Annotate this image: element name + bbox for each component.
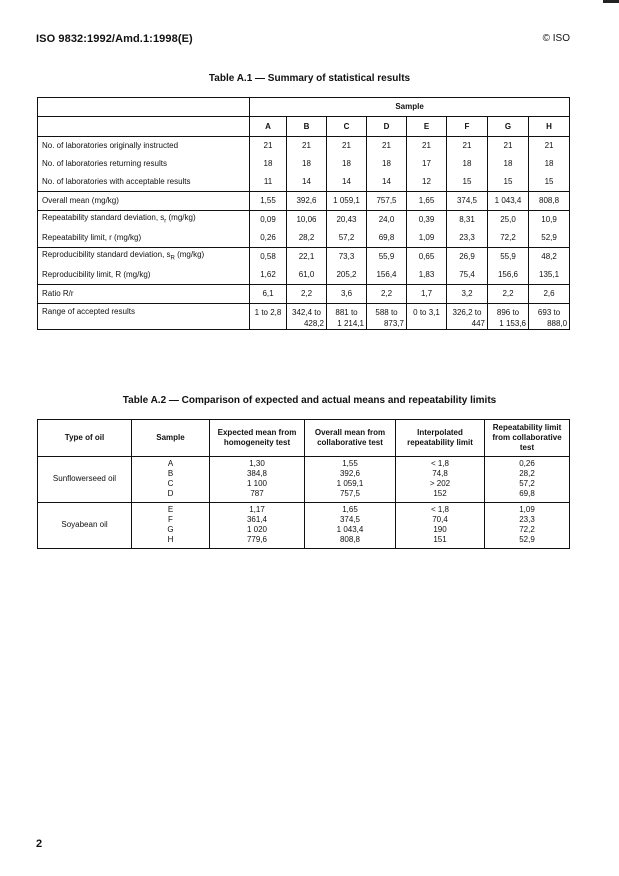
table-cell: 72,2: [488, 229, 529, 248]
column-header: A: [250, 117, 287, 137]
oil-group-row: [38, 503, 570, 549]
cell-value: 1 020: [246, 525, 268, 534]
statistical-results-table: [37, 97, 570, 330]
table-cell: 881 to 1 214,1: [327, 304, 367, 330]
row-label: Ratio R/r: [38, 285, 250, 304]
table-header-blank: [38, 98, 250, 117]
table-cell: 135,1: [529, 266, 570, 285]
cell-value: 0,26: [519, 459, 535, 468]
cell-value: B: [167, 469, 174, 478]
table-cell: 21: [407, 137, 447, 156]
table-cell: 392,6: [287, 192, 327, 211]
table-cell: 374,5: [447, 192, 488, 211]
table-cell: 1,09: [407, 229, 447, 248]
table-cell: 1,65: [407, 192, 447, 211]
cell-value: > 202: [429, 479, 451, 488]
table-cell: 0,65: [407, 248, 447, 267]
cell-value: 392,6: [339, 469, 361, 478]
table-a1-caption: Table A.1 — Summary of statistical results: [208, 73, 411, 84]
table-cell: 0,39: [407, 211, 447, 230]
table-cell: 896 to 1 153,6: [488, 304, 529, 330]
table-cell: 21: [250, 137, 287, 156]
table-cell: 0,26: [250, 229, 287, 248]
expected-cell: [210, 503, 305, 549]
table-cell: 15: [488, 173, 529, 192]
table-cell: 10,06: [287, 211, 327, 230]
table-cell: 1,62: [250, 266, 287, 285]
cell-value: 57,2: [519, 479, 535, 488]
row-label: Reproducibility standard deviation, $s_R$ (mg/kg): [38, 248, 250, 267]
cell-value: 374,5: [339, 515, 361, 524]
table-cell: 21: [488, 137, 529, 156]
column-header: C: [327, 117, 367, 137]
table-cell: 1 to 2,8: [250, 304, 287, 330]
cell-value: 1 043,4: [336, 525, 364, 534]
column-header-expected-mean: Expected mean from homogeneity test: [210, 420, 305, 457]
row-label: No. of laboratories with acceptable results: [42, 177, 191, 186]
table-cell: 2,6: [529, 285, 570, 304]
cell-value: 1,55: [342, 459, 358, 468]
table-body: [38, 137, 570, 330]
table-cell: 14: [327, 173, 367, 192]
table-a2-caption: Table A.2 — Comparison of expected and actual means and repeatability limits: [122, 395, 497, 406]
table-cell: 14: [367, 173, 407, 192]
table-header-blank: [38, 117, 250, 137]
table-cell: 6,1: [250, 285, 287, 304]
cell-value: H: [167, 535, 174, 544]
table-cell: 25,0: [488, 211, 529, 230]
cell-value: < 1,8: [430, 459, 449, 468]
table-cell: 3,6: [327, 285, 367, 304]
table-cell: 52,9: [529, 229, 570, 248]
table-cell: 21: [327, 137, 367, 156]
table-cell: 18: [488, 155, 529, 173]
table-cell: 20,43: [327, 211, 367, 230]
table-cell: 21: [447, 137, 488, 156]
table-cell: 48,2: [529, 248, 570, 267]
table-cell: 156,6: [488, 266, 529, 285]
table-cell: 11: [250, 173, 287, 192]
cell-value: 152: [433, 489, 447, 498]
table-cell: 14: [287, 173, 327, 192]
samples-cell: [132, 457, 210, 503]
column-header: G: [488, 117, 529, 137]
table-cell: 55,9: [488, 248, 529, 267]
cell-value: < 1,8: [430, 505, 449, 514]
corner-mark: [603, 0, 619, 3]
table-cell: 1,7: [407, 285, 447, 304]
cell-value: E: [167, 505, 174, 514]
cell-value: 384,8: [246, 469, 268, 478]
copyright-notice: © ISO: [542, 33, 570, 44]
table-row: [38, 248, 570, 267]
column-header-oil-type: Type of oil: [38, 420, 132, 457]
table-cell: 15: [529, 173, 570, 192]
page-number: 2: [36, 838, 43, 850]
cell-value: 779,6: [246, 535, 268, 544]
column-header: B: [287, 117, 327, 137]
cell-value: 808,8: [339, 535, 361, 544]
column-header-interpolated-limit: Interpolated repeatability limit: [396, 420, 485, 457]
table-cell: 18: [250, 155, 287, 173]
column-header-sample: Sample: [132, 420, 210, 457]
row-label: Repeatability standard deviation, $s_r$ (mg/kg): [38, 211, 250, 230]
standard-reference: ISO 9832:1992/Amd.1:1998(E): [36, 33, 193, 45]
table-cell: 0,58: [250, 248, 287, 267]
table-row: [38, 137, 570, 156]
cell-value: 69,8: [519, 489, 535, 498]
table-cell: 2,2: [367, 285, 407, 304]
table-cell: 757,5: [367, 192, 407, 211]
cell-value: C: [167, 479, 174, 488]
table-cell: 326,2 to 447: [447, 304, 488, 330]
table-cell: 57,2: [327, 229, 367, 248]
cell-value: 787: [250, 489, 264, 498]
cell-value: D: [167, 489, 174, 498]
sample-group-header: Sample: [250, 98, 570, 117]
row-label: No. of laboratories returning results: [42, 159, 167, 168]
table-row-range: [38, 304, 570, 330]
table-cell: 156,4: [367, 266, 407, 285]
table-cell: 17: [407, 155, 447, 173]
column-header-overall-mean: Overall mean from collaborative test: [305, 420, 396, 457]
table-cell: 205,2: [327, 266, 367, 285]
oil-group-row: [38, 457, 570, 503]
table-cell: 12: [407, 173, 447, 192]
table-cell: 1,83: [407, 266, 447, 285]
cell-value: 74,8: [432, 469, 448, 478]
table-cell: 2,2: [287, 285, 327, 304]
table-cell: 18: [447, 155, 488, 173]
table-cell: 23,3: [447, 229, 488, 248]
table-cell: 18: [287, 155, 327, 173]
table-cell: 18: [529, 155, 570, 173]
table-cell: 24,0: [367, 211, 407, 230]
interpolated-cell: [396, 457, 485, 503]
row-label: Repeatability limit, r (mg/kg): [42, 233, 142, 242]
cell-value: 1,65: [342, 505, 358, 514]
table-cell: 21: [287, 137, 327, 156]
table-cell: 0 to 3,1: [407, 304, 447, 330]
collab-cell: [485, 457, 570, 503]
oil-type-cell: Soyabean oil: [38, 503, 132, 549]
table-cell: 73,3: [327, 248, 367, 267]
table-cell: 55,9: [367, 248, 407, 267]
cell-value: 52,9: [519, 535, 535, 544]
row-label: Overall mean (mg/kg): [38, 192, 250, 211]
table-cell: 21: [367, 137, 407, 156]
cell-value: 1 100: [246, 479, 268, 488]
row-label: No. of laboratories originally instructed: [38, 137, 250, 156]
cell-value: G: [167, 525, 174, 534]
cell-value: F: [168, 515, 173, 524]
table-cell: 342,4 to 428,2: [287, 304, 327, 330]
collab-cell: [485, 503, 570, 549]
table-cell: 1,55: [250, 192, 287, 211]
table-cell: 1 059,1: [327, 192, 367, 211]
table-cell: 75,4: [447, 266, 488, 285]
table-row: [38, 155, 570, 173]
cell-value: 1,30: [249, 459, 265, 468]
table-cell: 0,09: [250, 211, 287, 230]
table-cell: 693 to 888,0: [529, 304, 570, 330]
cell-value: 151: [433, 535, 447, 544]
table-cell: 588 to 873,7: [367, 304, 407, 330]
interpolated-cell: [396, 503, 485, 549]
cell-value: 23,3: [519, 515, 535, 524]
table-row: [38, 211, 570, 230]
table-cell: 26,9: [447, 248, 488, 267]
table-cell: 808,8: [529, 192, 570, 211]
overall-cell: [305, 457, 396, 503]
cell-value: 190: [433, 525, 447, 534]
cell-value: 757,5: [339, 489, 361, 498]
oil-type-cell: Sunflowerseed oil: [38, 457, 132, 503]
table-row: [38, 266, 570, 285]
table-row: [38, 173, 570, 192]
table-cell: 3,2: [447, 285, 488, 304]
cell-value: 28,2: [519, 469, 535, 478]
samples-cell: [132, 503, 210, 549]
column-header: D: [367, 117, 407, 137]
table-cell: 61,0: [287, 266, 327, 285]
table-row: [38, 285, 570, 304]
cell-value: 361,4: [246, 515, 268, 524]
table-cell: 22,1: [287, 248, 327, 267]
table-cell: 18: [367, 155, 407, 173]
table-cell: 10,9: [529, 211, 570, 230]
column-header: H: [529, 117, 570, 137]
cell-value: 1,09: [519, 505, 535, 514]
cell-value: A: [167, 459, 174, 468]
table-row: [38, 192, 570, 211]
table-cell: 21: [529, 137, 570, 156]
cell-value: 1 059,1: [336, 479, 364, 488]
table-body: [38, 457, 570, 549]
expected-cell: [210, 457, 305, 503]
row-label: Range of accepted results: [38, 304, 250, 330]
table-cell: 15: [447, 173, 488, 192]
table-cell: 8,31: [447, 211, 488, 230]
cell-value: 70,4: [432, 515, 448, 524]
table-cell: 1 043,4: [488, 192, 529, 211]
table-row: [38, 229, 570, 248]
column-header-collab-limit: Repeatability limit from collaborative test: [485, 420, 570, 457]
row-label: Reproducibility limit, R (mg/kg): [42, 270, 151, 279]
means-comparison-table: [37, 419, 570, 549]
column-header: E: [407, 117, 447, 137]
column-header: F: [447, 117, 488, 137]
cell-value: 72,2: [519, 525, 535, 534]
table-cell: 18: [327, 155, 367, 173]
table-cell: 28,2: [287, 229, 327, 248]
table-cell: 2,2: [488, 285, 529, 304]
table-cell: 69,8: [367, 229, 407, 248]
cell-value: 1,17: [249, 505, 265, 514]
overall-cell: [305, 503, 396, 549]
